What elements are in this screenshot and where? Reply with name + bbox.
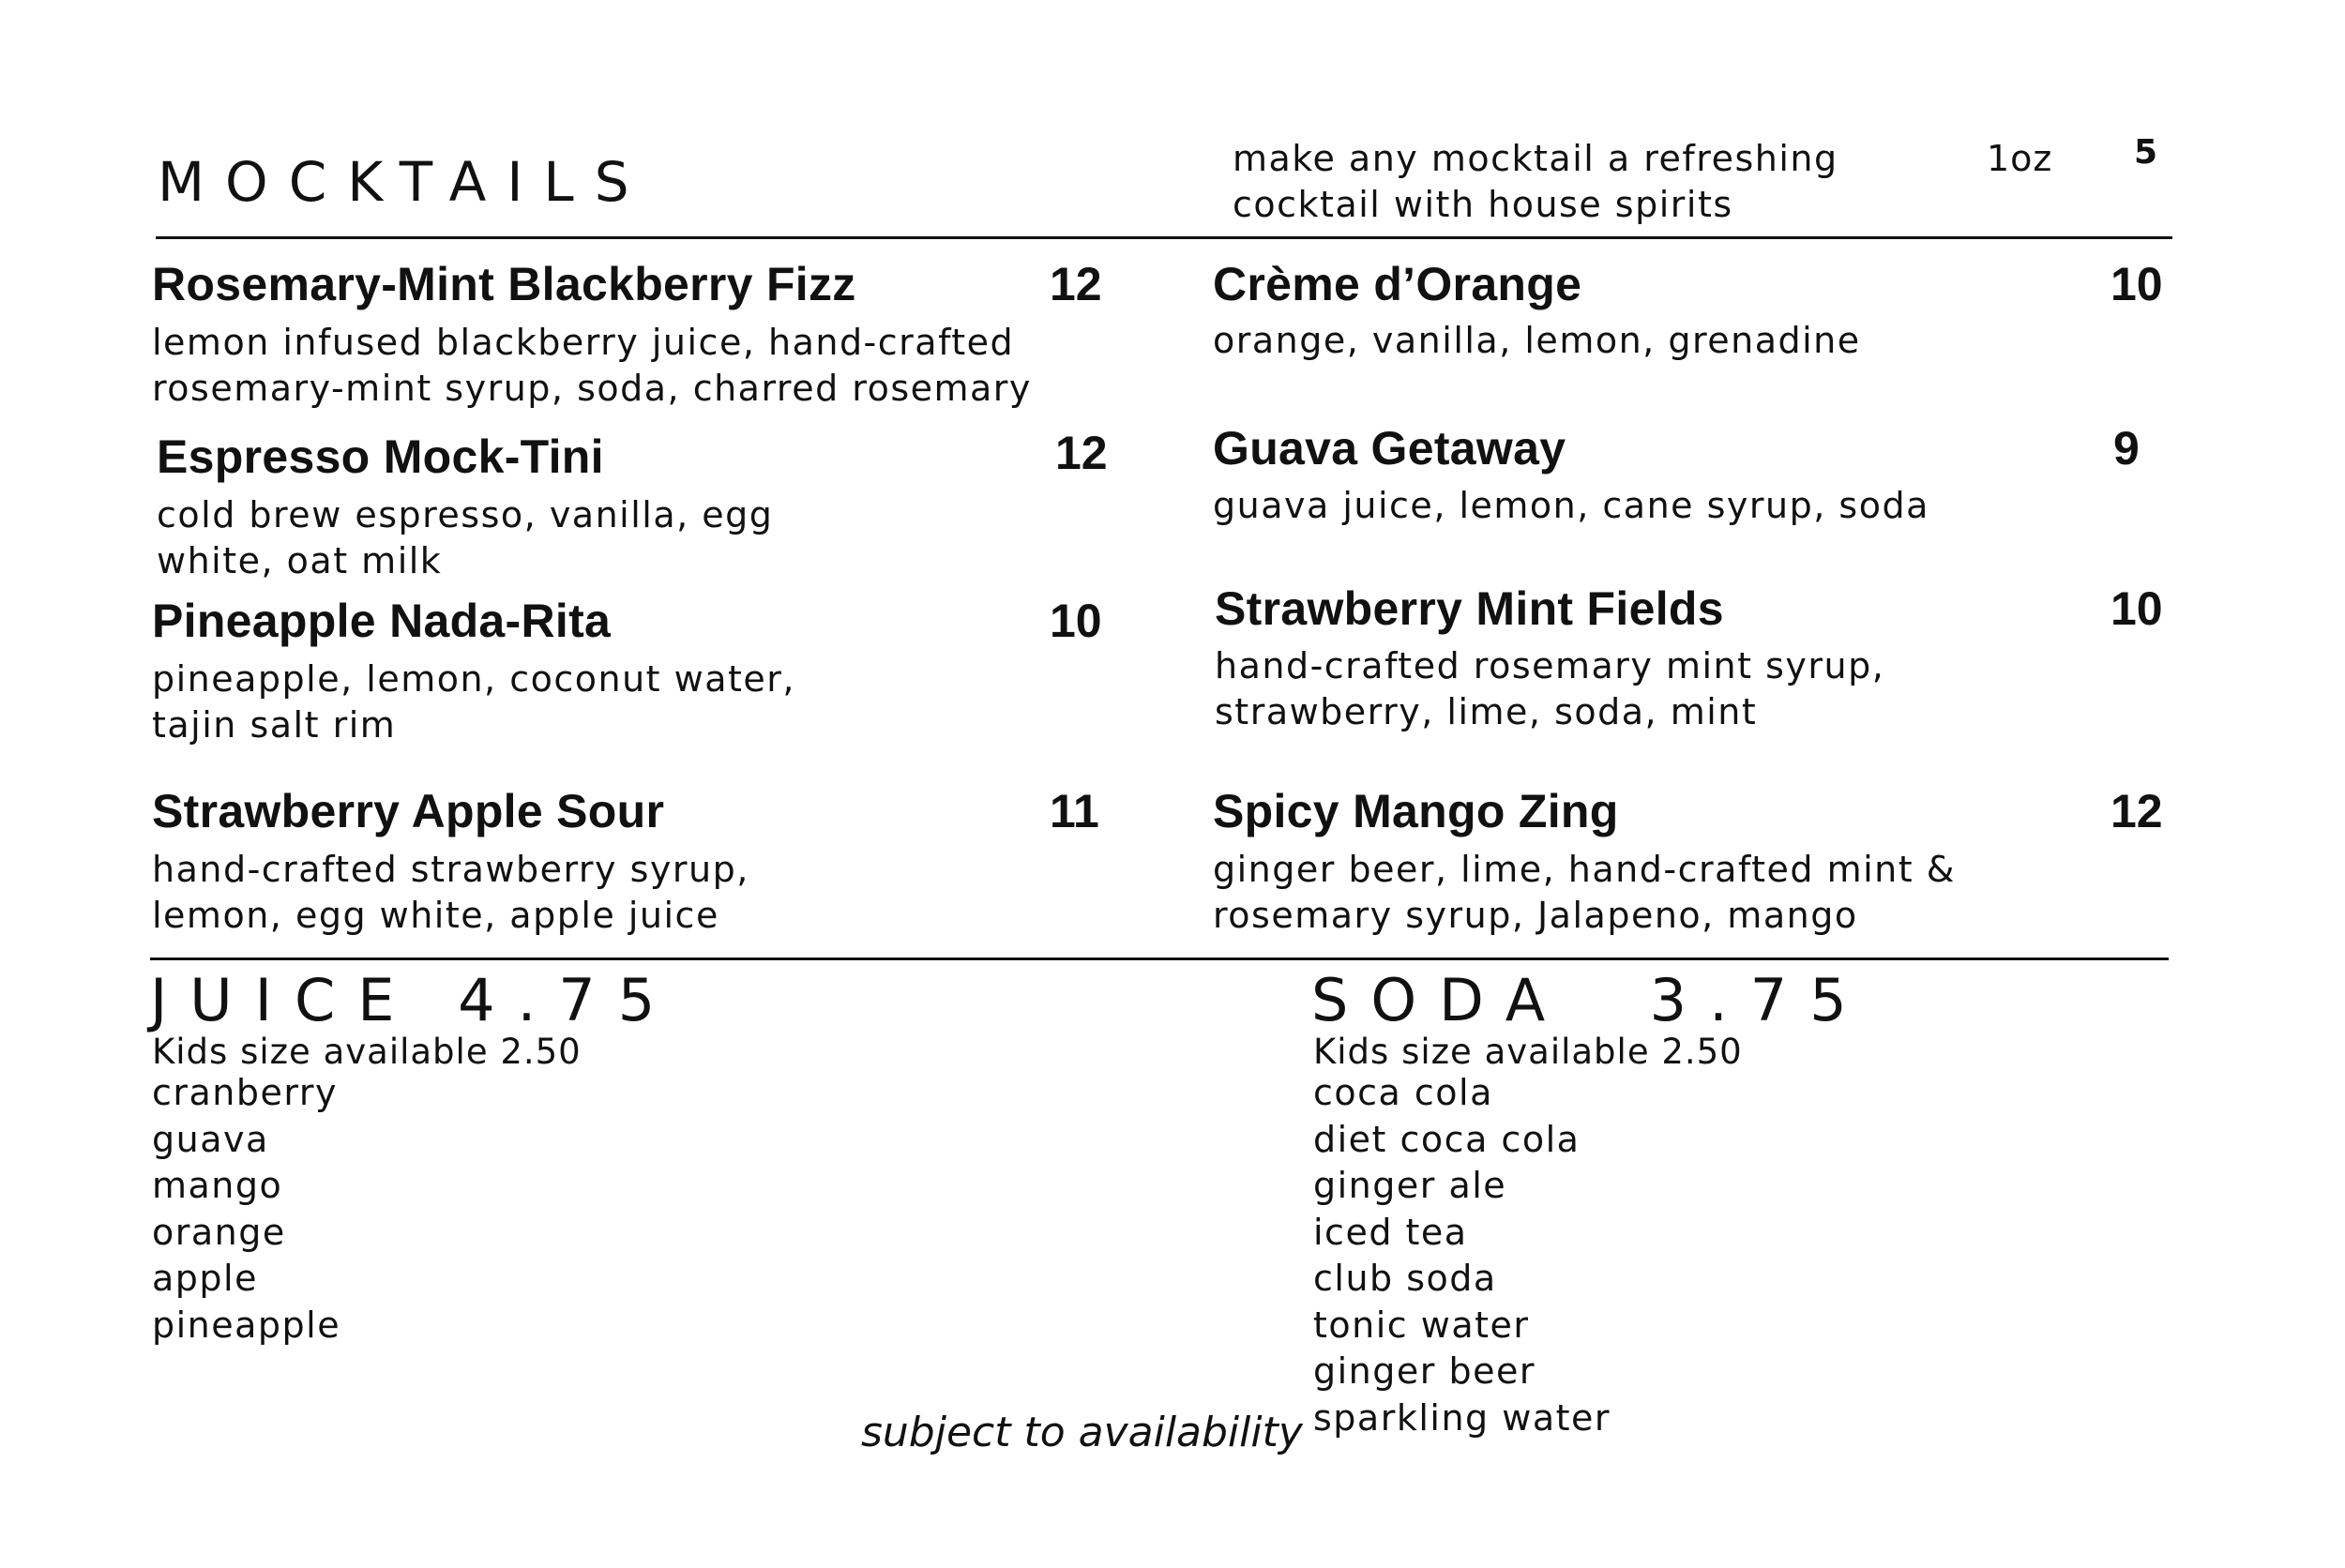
- list-item: diet coca cola: [1313, 1118, 1581, 1160]
- soda-kids-note: Kids size available 2.50: [1313, 1032, 1743, 1072]
- mocktail-name: Pineapple Nada-Rita: [152, 595, 612, 647]
- soda-heading: SODA 3.75: [1311, 966, 1869, 1034]
- list-item: apple: [152, 1258, 258, 1299]
- list-item: club soda: [1313, 1258, 1497, 1299]
- mocktails-heading: MOCKTAILS: [158, 150, 650, 214]
- mocktail-price: 10: [2110, 582, 2163, 635]
- mocktail-description: orange, vanilla, lemon, grenadine: [1213, 320, 1861, 361]
- mocktail-price: 10: [2110, 258, 2163, 310]
- list-item: ginger beer: [1313, 1350, 1536, 1392]
- mocktail-name: Rosemary-Mint Blackberry Fizz: [152, 258, 856, 310]
- list-item: orange: [152, 1211, 286, 1253]
- soda-list: [1313, 1070, 1611, 1441]
- mocktail-description: lemon infused blackberry juice, hand-crafted rosemary-mint syrup, soda, charred rosemary: [152, 322, 1032, 409]
- list-item: pineapple: [152, 1304, 341, 1346]
- mocktail-price: 12: [1055, 427, 1108, 479]
- mocktail-price: 12: [1050, 258, 1102, 310]
- availability-footnote: subject to availability: [861, 1409, 1303, 1456]
- list-item: tonic water: [1313, 1304, 1530, 1346]
- list-item: guava: [152, 1118, 269, 1160]
- list-item: mango: [152, 1165, 283, 1206]
- mocktail-name: Guava Getaway: [1213, 422, 1566, 475]
- list-item: sparkling water: [1313, 1396, 1611, 1439]
- mocktail-price: 10: [1050, 595, 1102, 647]
- mocktail-name: Espresso Mock-Tini: [157, 430, 604, 483]
- mocktail-description: hand-crafted rosemary mint syrup, strawberry, lime, soda, mint: [1215, 645, 1885, 732]
- spirit-addon-price: 5: [2134, 133, 2158, 172]
- list-item: cranberry: [152, 1072, 338, 1113]
- mocktail-name: Strawberry Apple Sour: [152, 785, 665, 837]
- mocktail-description: cold brew espresso, vanilla, egg white, oat milk: [157, 494, 774, 581]
- mocktail-description: guava juice, lemon, cane syrup, soda: [1213, 485, 1929, 526]
- middle-divider: [150, 957, 2169, 960]
- mocktail-name: Crème d’Orange: [1213, 258, 1582, 310]
- top-divider: [156, 236, 2172, 239]
- mocktail-description: ginger beer, lime, hand-crafted mint & rosemary syrup, Jalapeno, mango: [1213, 849, 1956, 936]
- spirit-addon-size: 1oz: [1987, 138, 2053, 179]
- list-item: iced tea: [1313, 1211, 1468, 1253]
- mocktail-name: Spicy Mango Zing: [1213, 785, 1619, 837]
- spirit-addon-note: make any mocktail a refreshing cocktail with house spirits: [1233, 138, 1838, 225]
- mocktail-price: 12: [2110, 785, 2163, 837]
- mocktail-description: hand-crafted strawberry syrup, lemon, egg white, apple juice: [152, 849, 749, 936]
- juice-heading: JUICE 4.75: [150, 966, 678, 1034]
- list-item: ginger ale: [1313, 1165, 1507, 1206]
- juice-kids-note: Kids size available 2.50: [152, 1032, 582, 1072]
- juice-list: [152, 1070, 340, 1349]
- mocktail-price: 11: [1050, 785, 1099, 837]
- mocktail-price: 9: [2113, 422, 2140, 475]
- mocktail-name: Strawberry Mint Fields: [1215, 582, 1724, 635]
- list-item: coca cola: [1313, 1072, 1493, 1113]
- mocktail-description: pineapple, lemon, coconut water, tajin salt rim: [152, 658, 795, 746]
